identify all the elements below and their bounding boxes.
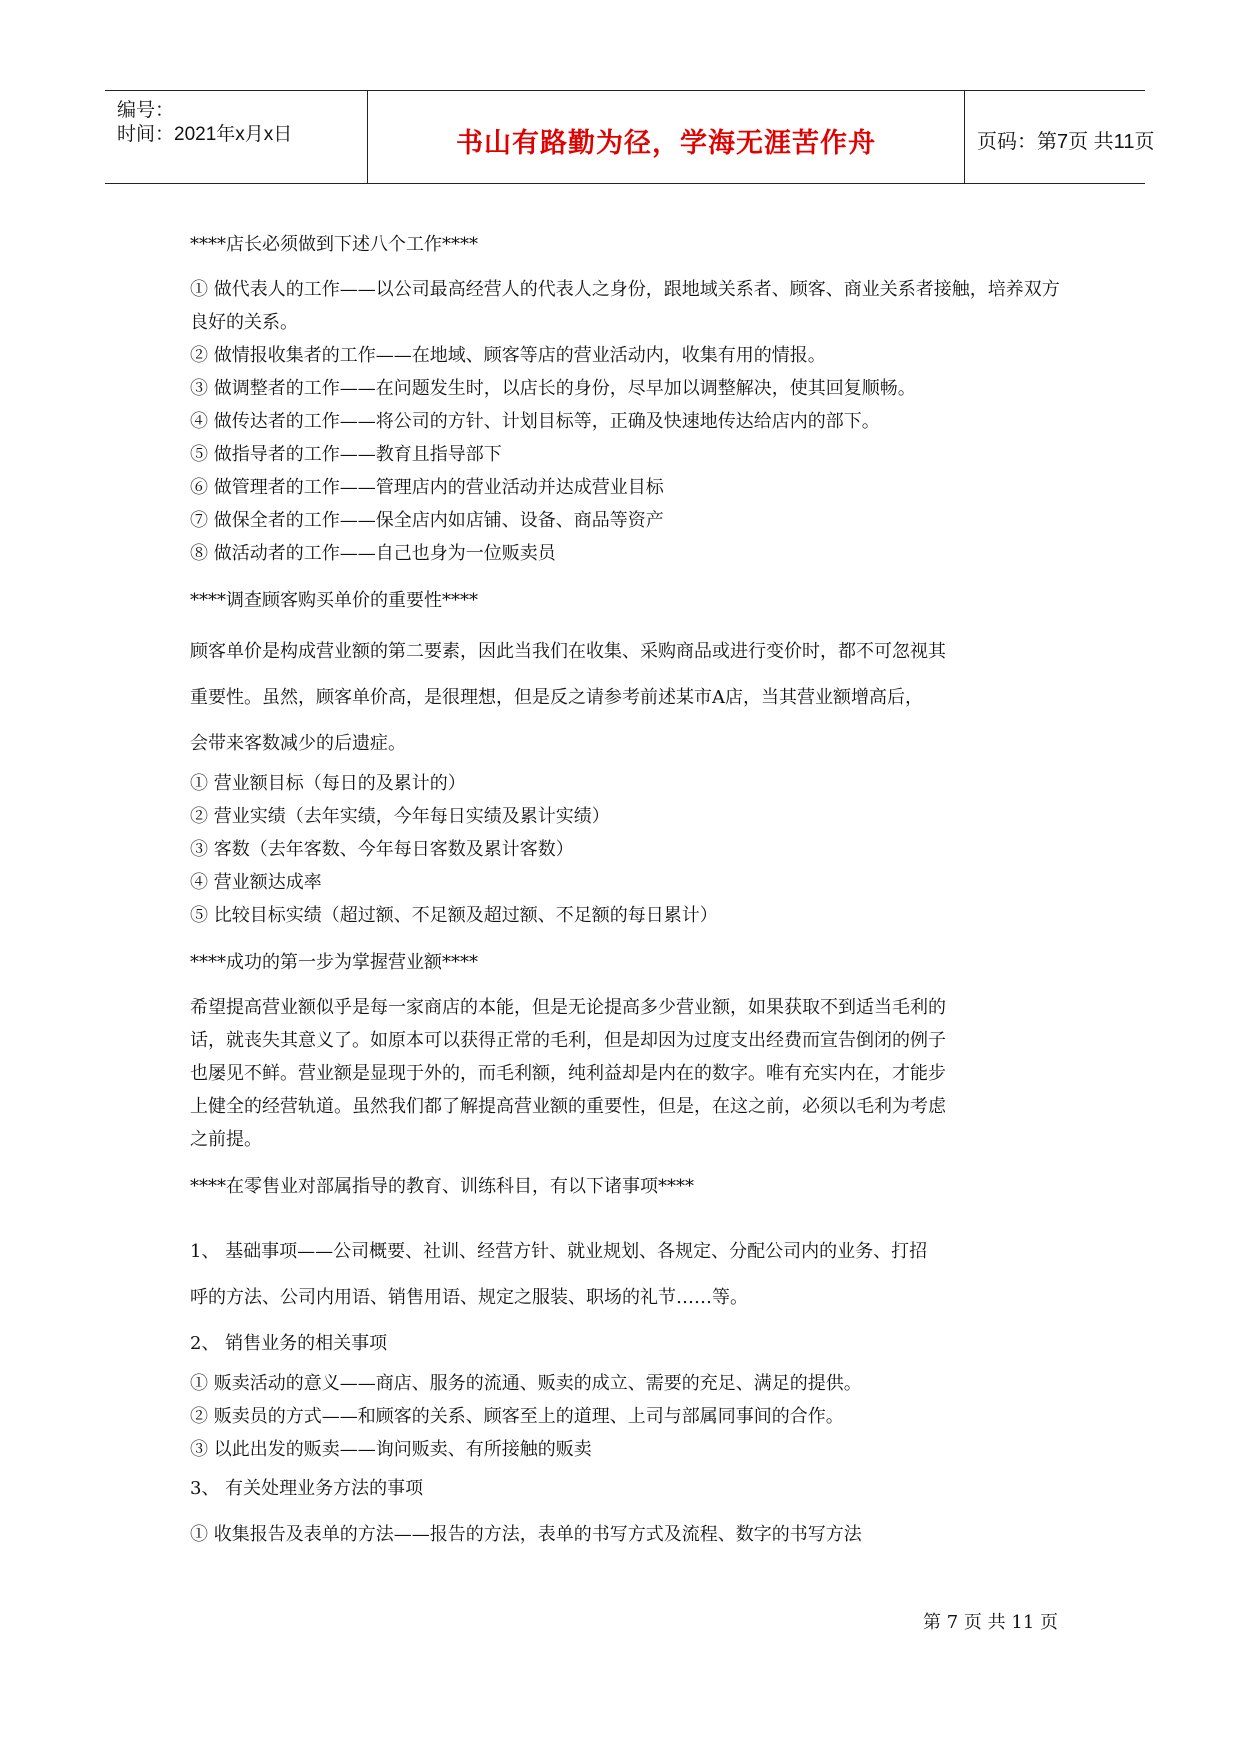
motto: 书山有路勤为径，学海无涯苦作舟 <box>456 128 876 159</box>
paragraph-line: 会带来客数减少的后遗症。 <box>190 733 406 754</box>
list-item: ② 营业实绩（去年实绩，今年每日实绩及累计实绩） <box>190 806 610 827</box>
page-footer: 第 7 页 共 11 页 <box>923 1612 1058 1633</box>
list-item: ① 营业额目标（每日的及累计的） <box>190 773 466 794</box>
list-item: ⑤ 做指导者的工作——教育且指导部下 <box>190 444 502 465</box>
list-item: ③ 客数（去年客数、今年每日客数及累计客数） <box>190 839 574 860</box>
paragraph-line: 希望提高营业额似乎是每一家商店的本能，但是无论提高多少营业额，如果获取不到适当毛利的 <box>190 997 946 1018</box>
paragraph-line: 顾客单价是构成营业额的第二要素，因此当我们在收集、采购商品或进行变价时，都不可忽视其 <box>190 641 946 662</box>
list-item: ④ 做传达者的工作——将公司的方针、计划目标等，正确及快速地传达给店内的部下。 <box>190 411 880 432</box>
paragraph-line: 上健全的经营轨道。虽然我们都了解提高营业额的重要性，但是，在这之前，必须以毛利为考虑 <box>190 1096 946 1117</box>
header-left-cell <box>105 91 368 183</box>
section-title-training-subjects: ****在零售业对部属指导的教育、训练科目，有以下诸事项**** <box>190 1176 694 1197</box>
list-item: ⑦ 做保全者的工作——保全店内如店铺、设备、商品等资产 <box>190 510 664 531</box>
section-title-sales-volume: ****成功的第一步为掌握营业额**** <box>190 952 478 973</box>
paragraph-line: 也屡见不鲜。营业额是显现于外的，而毛利额，纯利益却是内在的数字。唯有充实内在，才能步 <box>190 1063 946 1084</box>
paragraph-line: 重要性。虽然，顾客单价高，是很理想，但是反之请参考前述某市A店，当其营业额增高后， <box>190 687 923 708</box>
list-item: ③ 做调整者的工作——在问题发生时，以店长的身份，尽早加以调整解决，使其回复顺畅。 <box>190 378 916 399</box>
list-item: ⑤ 比较目标实绩（超过额、不足额及超过额、不足额的每日累计） <box>190 905 718 926</box>
list-item: ⑥ 做管理者的工作——管理店内的营业活动并达成营业目标 <box>190 477 664 498</box>
numbered-item: 1、 基础事项——公司概要、社训、经营方针、就业规划、各规定、分配公司内的业务、打招 <box>190 1241 928 1262</box>
list-item: ④ 营业额达成率 <box>190 872 322 893</box>
header-right-cell <box>965 91 1155 183</box>
section-title-unit-price: ****调查顾客购买单价的重要性**** <box>190 590 478 611</box>
list-item: ⑧ 做活动者的工作——自己也身为一位贩卖员 <box>190 543 556 564</box>
page-code: 页码：第7页 共11页 <box>977 131 1155 153</box>
paragraph-line: 之前提。 <box>190 1129 262 1150</box>
page-header <box>105 90 1155 184</box>
numbered-item: 2、 销售业务的相关事项 <box>190 1333 388 1354</box>
list-item: ① 收集报告及表单的方法——报告的方法，表单的书写方式及流程、数字的书写方法 <box>190 1524 862 1545</box>
list-item: ① 做代表人的工作——以公司最高经营人的代表人之身份，跟地域关系者、顾客、商业关系者接触，培养双方良好的关系。 <box>190 279 1060 333</box>
paragraph-line: 话，就丧失其意义了。如原本可以获得正常的毛利，但是却因为过度支出经费而宣告倒闭的例子 <box>190 1030 946 1051</box>
list-item: ③ 以此出发的贩卖——询问贩卖、有所接触的贩卖 <box>190 1439 592 1460</box>
time-label: 时间：2021年x月x日 <box>117 124 293 145</box>
header-middle-cell <box>368 91 965 183</box>
list-item: ① 贩卖活动的意义——商店、服务的流通、贩卖的成立、需要的充足、满足的提供。 <box>190 1373 862 1394</box>
numbered-item: 3、 有关处理业务方法的事项 <box>190 1478 424 1499</box>
paragraph-line: 呼的方法、公司内用语、销售用语、规定之服装、职场的礼节……等。 <box>190 1287 748 1308</box>
number-label: 编号： <box>117 100 175 121</box>
section-title-manager-duties: ****店长必须做到下述八个工作**** <box>190 234 478 255</box>
list-item: ② 贩卖员的方式——和顾客的关系、顾客至上的道理、上司与部属同事间的合作。 <box>190 1406 844 1427</box>
list-item: ② 做情报收集者的工作——在地域、顾客等店的营业活动内，收集有用的情报。 <box>190 345 826 366</box>
document-body <box>190 228 1062 1558</box>
